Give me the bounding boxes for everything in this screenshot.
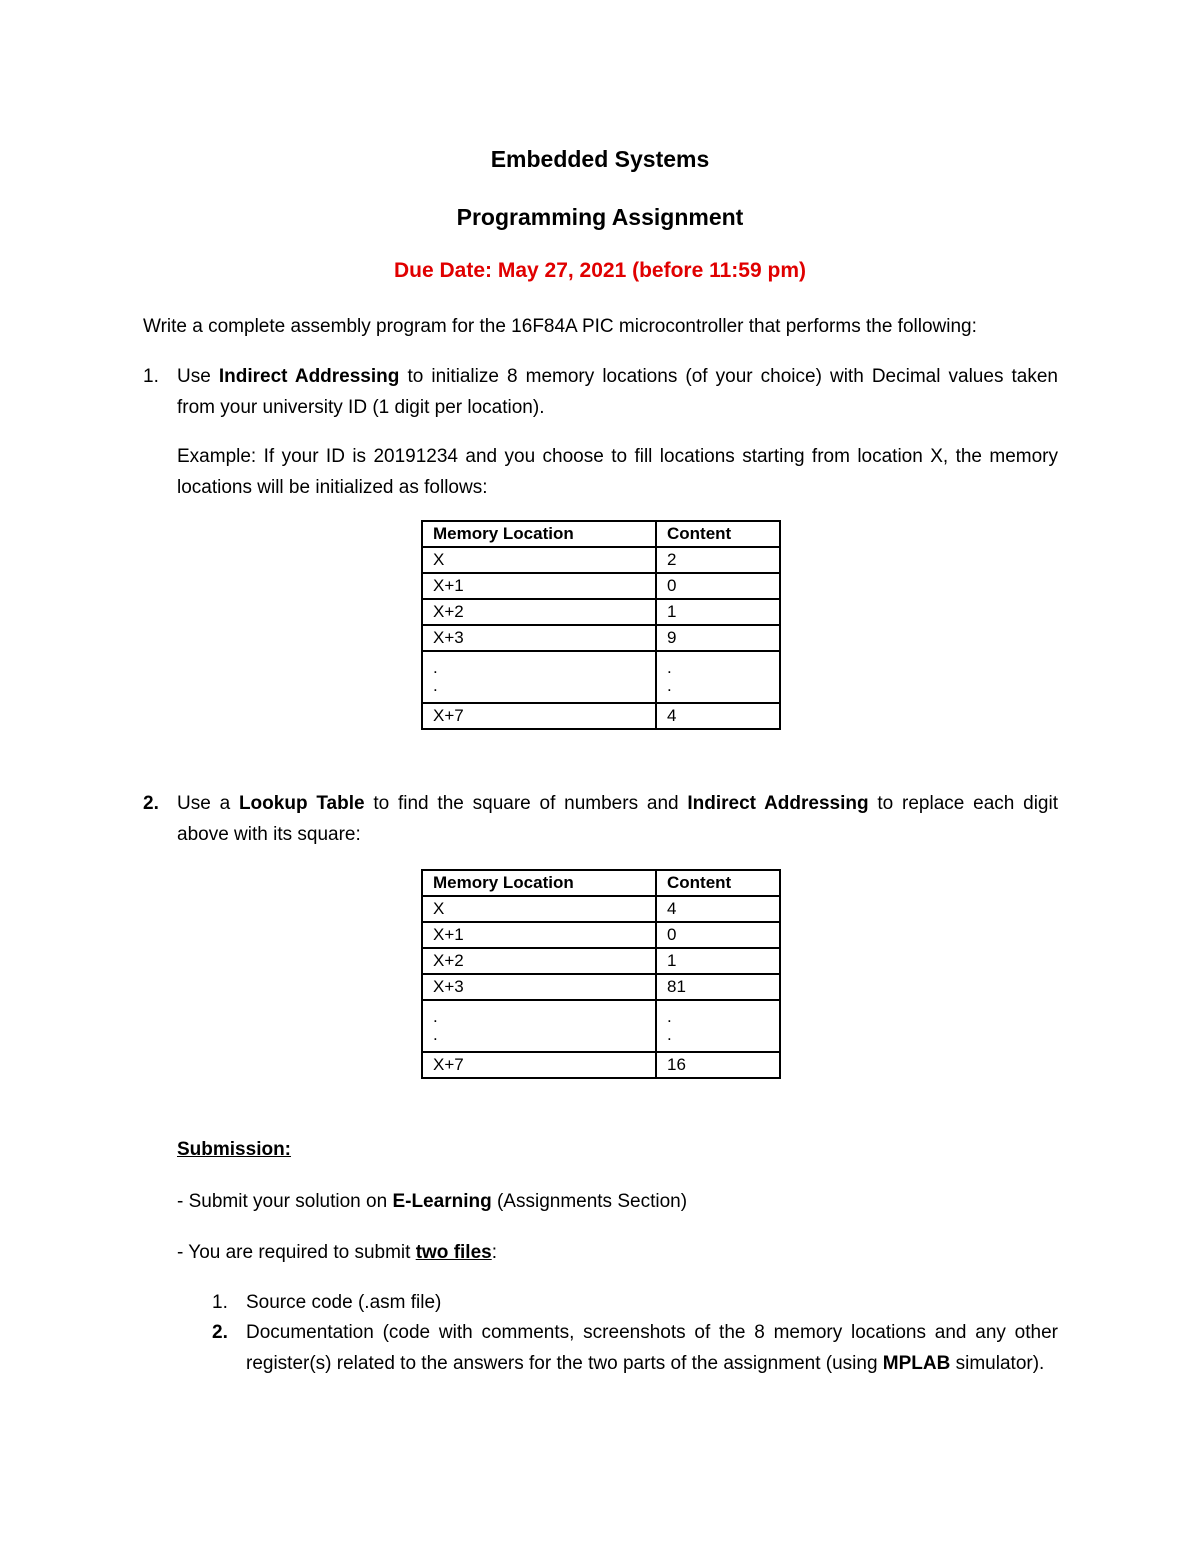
cell-location: X+1 xyxy=(422,573,656,599)
cell-content: 9 xyxy=(656,625,780,651)
header-memory-location: Memory Location xyxy=(422,870,656,896)
task1-text: Use Indirect Addressing to initialize 8 memory locations (of your choice) with Decimal values taken from your university ID (1 digit per location). xyxy=(177,366,1058,418)
header-content: Content xyxy=(656,521,780,547)
page-title: Embedded Systems xyxy=(490,146,710,172)
intro-paragraph: Write a complete assembly program for the 16F84A PIC microcontroller that performs the following: xyxy=(143,316,977,337)
cell-location: X+2 xyxy=(422,599,656,625)
table-row xyxy=(422,922,780,948)
cell-location: X xyxy=(422,896,656,922)
due-date: Due Date: May 27, 2021 (before 11:59 pm) xyxy=(393,259,806,282)
submission-line-files: - You are required to submit two files: xyxy=(177,1242,497,1263)
cell-content: 16 xyxy=(656,1052,780,1078)
table-initial-memory xyxy=(421,520,781,730)
task2-number: 2. xyxy=(143,793,159,814)
table-header-row xyxy=(422,521,780,547)
table-row xyxy=(422,1052,780,1078)
cell-location: . . xyxy=(422,651,656,703)
header-content: Content xyxy=(656,870,780,896)
cell-content: 0 xyxy=(656,922,780,948)
table-row xyxy=(422,896,780,922)
table-row xyxy=(422,625,780,651)
cell-content: . . xyxy=(656,1000,780,1052)
table-row xyxy=(422,974,780,1000)
submission-item-source-code: Source code (.asm file) xyxy=(246,1292,442,1313)
cell-content: 4 xyxy=(656,896,780,922)
table-row xyxy=(422,547,780,573)
task1-example: Example: If your ID is 20191234 and you choose to fill locations starting from location X, the memory locations will be initialized as follows: xyxy=(177,446,1058,498)
task2-text: Use a Lookup Table to find the square of numbers and Indirect Addressing to replace each digit above with its square: xyxy=(177,793,1059,845)
submission-item-number: 2. xyxy=(212,1322,228,1343)
table-row xyxy=(422,599,780,625)
cell-content: 1 xyxy=(656,948,780,974)
page-subtitle: Programming Assignment xyxy=(456,204,744,230)
cell-content: . . xyxy=(656,651,780,703)
table-row-ellipsis xyxy=(422,1000,780,1052)
cell-location: X+7 xyxy=(422,1052,656,1078)
submission-item-number: 1. xyxy=(212,1292,228,1313)
cell-content: 0 xyxy=(656,573,780,599)
header-memory-location: Memory Location xyxy=(422,521,656,547)
task1-number: 1. xyxy=(143,366,159,387)
cell-location: X+7 xyxy=(422,703,656,729)
cell-location: . . xyxy=(422,1000,656,1052)
table-row-ellipsis xyxy=(422,651,780,703)
cell-content: 1 xyxy=(656,599,780,625)
cell-location: X+3 xyxy=(422,974,656,1000)
cell-content: 4 xyxy=(656,703,780,729)
cell-location: X+3 xyxy=(422,625,656,651)
submission-heading: Submission: xyxy=(177,1139,292,1160)
cell-content: 81 xyxy=(656,974,780,1000)
table-row xyxy=(422,573,780,599)
table-header-row xyxy=(422,870,780,896)
table-row xyxy=(422,703,780,729)
cell-location: X+2 xyxy=(422,948,656,974)
table-row xyxy=(422,948,780,974)
cell-location: X xyxy=(422,547,656,573)
cell-content: 2 xyxy=(656,547,780,573)
table-squared-memory xyxy=(421,869,781,1079)
submission-item-documentation: Documentation (code with comments, screenshots of the 8 memory locations and any other register(s) related to the answers for the two parts of the assignment (using MPLAB simulator). xyxy=(246,1322,1058,1374)
cell-location: X+1 xyxy=(422,922,656,948)
submission-line-elearning: - Submit your solution on E-Learning (Assignments Section) xyxy=(177,1191,688,1212)
